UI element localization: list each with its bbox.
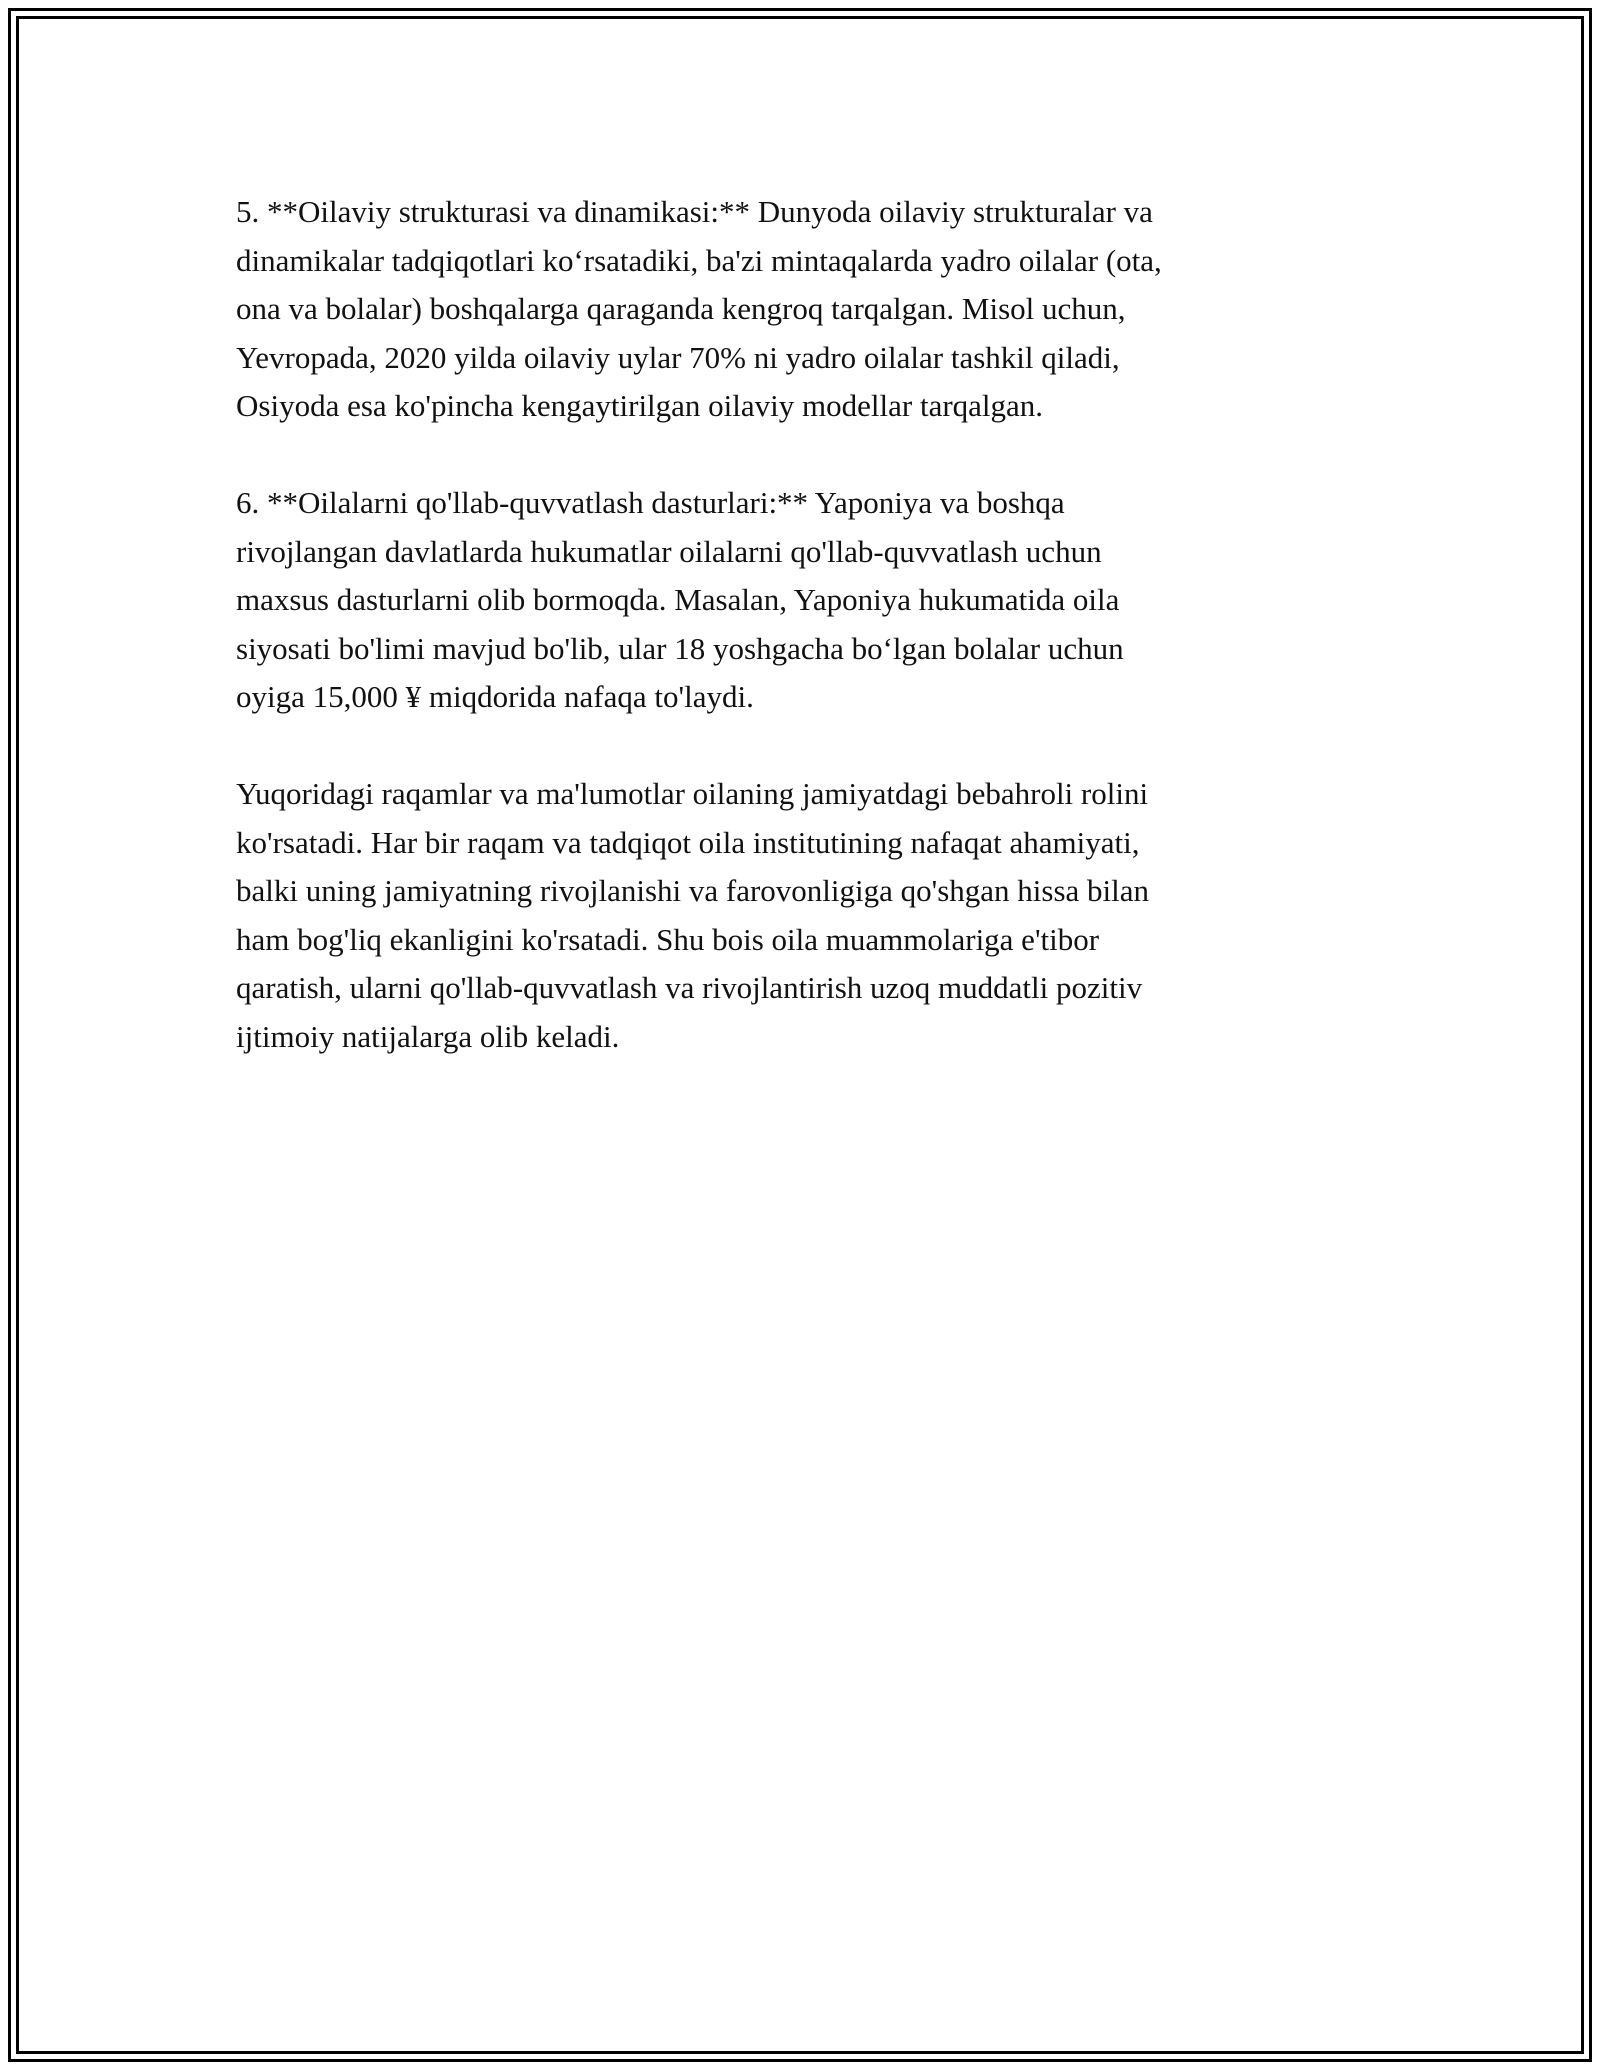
paragraph-family-support-programs: 6. **Oilalarni qo'llab-quvvatlash dasturlari:** Yaponiya va boshqa rivojlangan davlatlarda hukumatlar oilalarni qo'llab-quvvatlash uchun maxsus dasturlarni olib bormoqda. Masalan, Yaponiya hukumatida oila siyosati bo'limi mavjud bo'lib, ular 18 yoshgacha bo‘lgan bolalar uchun oyiga 15,000 ¥ miqdorida nafaqa to'laydi. xyxy=(236,485,1124,714)
paragraph-family-structure: 5. **Oilaviy strukturasi va dinamikasi:** Dunyoda oilaviy strukturalar va dinamikalar tadqiqotlari ko‘rsatadiki, ba'zi mintaqalarda yadro oilalar (ota, ona va bolalar) boshqalarga qaraganda kengroq tarqalgan. Misol uchun, Yevropada, 2020 yilda oilaviy uylar 70% ni yadro oilalar tashkil qiladi, Osiyoda esa ko'pincha kengaytirilgan oilaviy modellar tarqalgan. xyxy=(236,194,1162,423)
document-body xyxy=(236,188,1346,1110)
paragraph-conclusion: Yuqoridagi raqamlar va ma'lumotlar oilaning jamiyatdagi bebahroli rolini ko'rsatadi. Har bir raqam va tadqiqot oila institutining nafaqat ahamiyati, balki uning jamiyatning rivojlanishi va farovonligiga qo'shgan hissa bilan ham bog'liq ekanligini ko'rsatadi. Shu bois oila muammolariga e'tibor qaratish, ularni qo'llab-quvvatlash va rivojlantirish uzoq muddatli pozitiv ijtimoiy natijalarga olib keladi. xyxy=(236,776,1150,1054)
